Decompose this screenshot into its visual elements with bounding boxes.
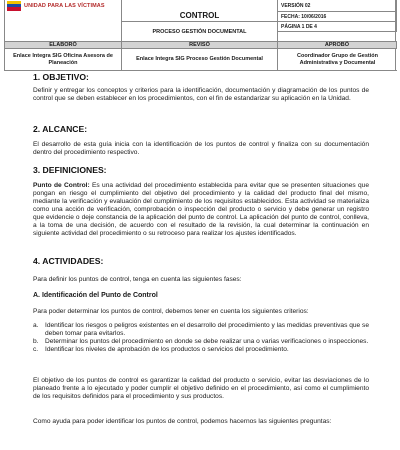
list-marker: a.	[33, 322, 39, 329]
reviso-value: Enlace Integra SIG Proceso Gestión Documental	[122, 49, 278, 71]
aprobo-header: APROBÓ	[278, 42, 397, 49]
alcance-text: El desarrollo de esta guía inicia con la identificación de los puntos de control y finaliza con su documentación dentro del procedimiento respectivo.	[33, 141, 369, 156]
process-name: PROCESO GESTIÓN DOCUMENTAL	[122, 22, 278, 42]
elaboro-header: ELABORÓ	[5, 42, 122, 49]
list-item-text: Identificar los riesgos o peligros existentes en el desarrollo del procedimiento y las medidas preventivas que se deben tomar para evitarlos.	[45, 322, 369, 337]
actividades-heading: 4. ACTIVIDADES:	[33, 256, 104, 266]
document-title: CONTROL	[122, 0, 278, 22]
list-item-text: Identificar los niveles de aprobación de los productos o servicios del procedimiento.	[45, 346, 289, 353]
page-number: PÁGINA 1 DE 4	[278, 22, 397, 32]
list-item-text: Determinar los puntos del procedimiento en donde se debe realizar una o varias verificaciones o inspecciones.	[45, 338, 369, 345]
objetivo-text: Definir y entregar los conceptos y criterios para la identificación, documentación y diagramación de los puntos de control que se deben establecer en los procedimientos, con el fin de estandarizar su aplicación en la Unidad.	[33, 87, 369, 102]
document-header	[4, 0, 396, 71]
subsection-a-heading: A. Identificación del Punto de Control	[33, 292, 158, 299]
meta-empty	[278, 32, 397, 42]
definicion-text	[33, 182, 369, 238]
objetivo-puntos-text: El objetivo de los puntos de control es garantizar la calidad del producto o servicio, evitar las desviaciones de lo planeado frente a lo ejecutado y poder cumplir el objetivo definido en el procedimiento, así como el cumplimiento de los requisitos definidos para el procedimiento y sus productos.	[33, 377, 369, 400]
logo-text: UNIDAD PARA LAS VÍCTIMAS	[24, 3, 105, 9]
reviso-header: REVISÓ	[122, 42, 278, 49]
actividades-intro: Para definir los puntos de control, tenga en cuenta las siguientes fases:	[33, 276, 242, 283]
list-marker: c.	[33, 346, 39, 353]
colombia-flag-icon	[7, 1, 21, 11]
definiciones-heading: 3. DEFINICIONES:	[33, 165, 107, 175]
approval-table	[4, 42, 396, 71]
unidad-victimas-logo	[7, 1, 105, 11]
list-item	[33, 346, 369, 354]
logo-cell	[5, 0, 122, 42]
list-marker: b.	[33, 338, 39, 345]
preguntas-intro: Como ayuda para poder identificar los puntos de control, podemos hacernos las siguientes preguntas:	[33, 418, 332, 425]
criteria-list	[33, 322, 369, 354]
definicion-body: Es una actividad del procedimiento establecida para evitar que se presenten situaciones que pongan en riesgo el cumplimiento del objetivo del procedimiento y la calidad del producto final del mismo, mediante la verificación y evaluación del cumplimiento de los requisitos establecidos. Esta actividad se materializa como una acción de verificación, comprobación o inspección del producto o servicio y debe generar un registro que evidencie o deje constancia de la aplicación del punto de control. La aplicación del punto de control, conlleva, a la toma de una decisión, de acuerdo con el resultado de la revisión, la cual determinar la continuación en siguiente actividad del procedimiento o su retroceso para realizar los ajustes identificados.	[33, 182, 369, 237]
list-item	[33, 338, 369, 346]
definicion-term: Punto de Control:	[33, 182, 90, 189]
elaboro-value: Enlace Integra SIG Oficina Asesora de Planeación	[5, 49, 122, 71]
criterios-intro: Para poder determinar los puntos de control, debemos tener en cuenta los siguientes criterios:	[33, 308, 309, 315]
objetivo-heading: 1. OBJETIVO:	[33, 72, 89, 82]
version-label: VERSIÓN 02	[278, 0, 397, 12]
list-item	[33, 322, 369, 338]
date-label: FECHA: 10/06/2016	[278, 12, 397, 22]
alcance-heading: 2. ALCANCE:	[33, 124, 88, 134]
aprobo-value: Coordinador Grupo de Gestión Administrativa y Documental	[278, 49, 397, 71]
